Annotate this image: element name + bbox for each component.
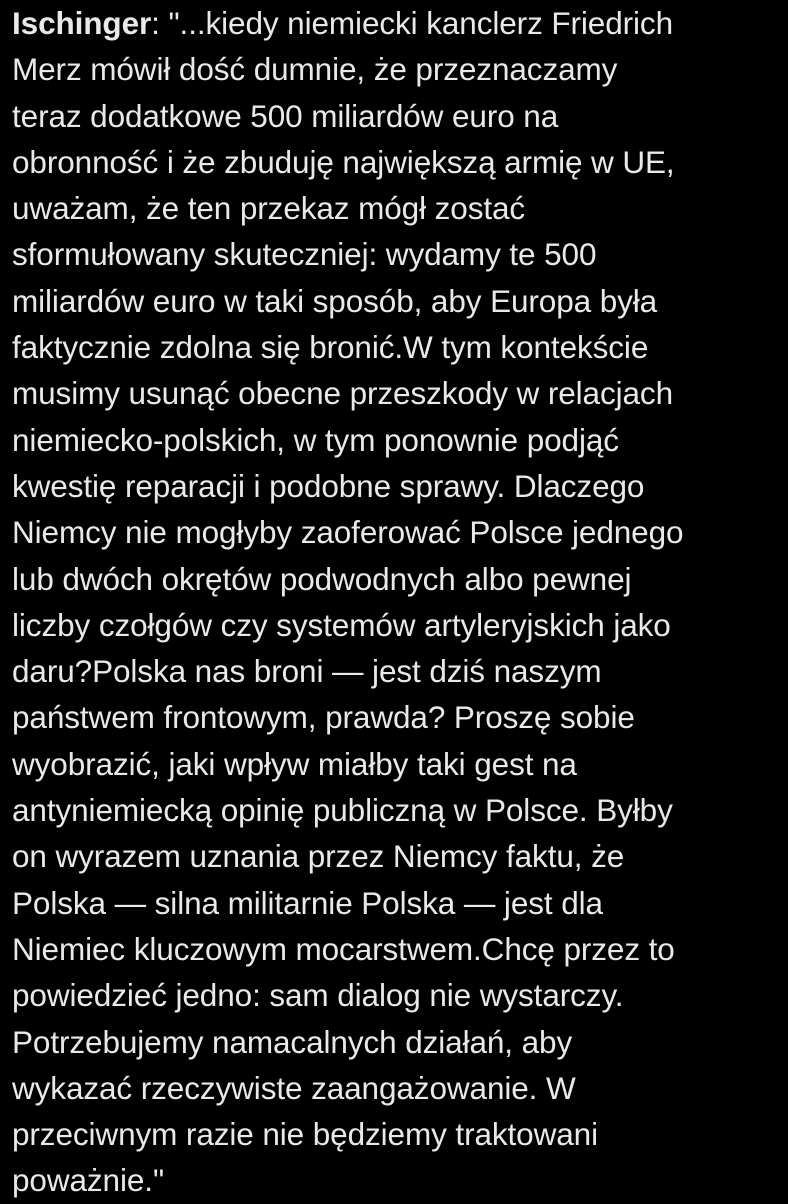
post-line-1 bbox=[12, 0, 782, 46]
post-line: on wyrazem uznania przez Niemcy faktu, że bbox=[12, 838, 625, 875]
post-line: faktycznie zdolna się bronić.W tym kontekście bbox=[12, 329, 649, 366]
post-line: poważnie." bbox=[12, 1162, 165, 1199]
post-line: liczby czołgów czy systemów artyleryjskich jako bbox=[12, 606, 671, 643]
post-line: antyniemiecką opinię publiczną w Polsce. Byłby bbox=[12, 792, 673, 829]
quote-author: Ischinger bbox=[12, 5, 152, 41]
post-line: powiedzieć jedno: sam dialog nie wystarczy. bbox=[12, 977, 624, 1014]
post-line-1-text: : "...kiedy niemiecki kanclerz Friedrich bbox=[151, 5, 673, 41]
post-line: uważam, że ten przekaz mógł zostać bbox=[12, 190, 526, 227]
post-line: musimy usunąć obecne przeszkody w relacjach bbox=[12, 375, 673, 412]
post-line: wyobrazić, jaki wpływ miałby taki gest na bbox=[12, 745, 577, 782]
post-line: sformułowany skuteczniej: wydamy te 500 bbox=[12, 236, 597, 273]
post-line: daru?Polska nas broni — jest dziś naszym bbox=[12, 653, 602, 690]
post-line: Merz mówił dość dumnie, że przeznaczamy bbox=[12, 51, 618, 88]
post-line: Niemiec kluczowym mocarstwem.Chcę przez to bbox=[12, 930, 675, 967]
post-line: miliardów euro w taki sposób, aby Europa była bbox=[12, 282, 658, 319]
post-line: teraz dodatkowe 500 miliardów euro na bbox=[12, 97, 559, 134]
post-line: wykazać rzeczywiste zaangażowanie. W bbox=[12, 1069, 576, 1106]
post-line: kwestię reparacji i podobne sprawy. Dlaczego bbox=[12, 467, 645, 504]
post-line: Niemcy nie mogłyby zaoferować Polsce jednego bbox=[12, 514, 684, 551]
post-line: niemiecko-polskich, w tym ponownie podjąć bbox=[12, 421, 619, 458]
post-line: przeciwnym razie nie będziemy traktowani bbox=[12, 1116, 598, 1153]
post-text bbox=[12, 0, 782, 1204]
post-line: lub dwóch okrętów podwodnych albo pewnej bbox=[12, 560, 632, 597]
post-line: państwem frontowym, prawda? Proszę sobie bbox=[12, 699, 635, 736]
post-line: Polska — silna militarnie Polska — jest dla bbox=[12, 884, 603, 921]
post-line: obronność i że zbuduję największą armię w UE, bbox=[12, 143, 675, 180]
post-line: Potrzebujemy namacalnych działań, aby bbox=[12, 1023, 573, 1060]
